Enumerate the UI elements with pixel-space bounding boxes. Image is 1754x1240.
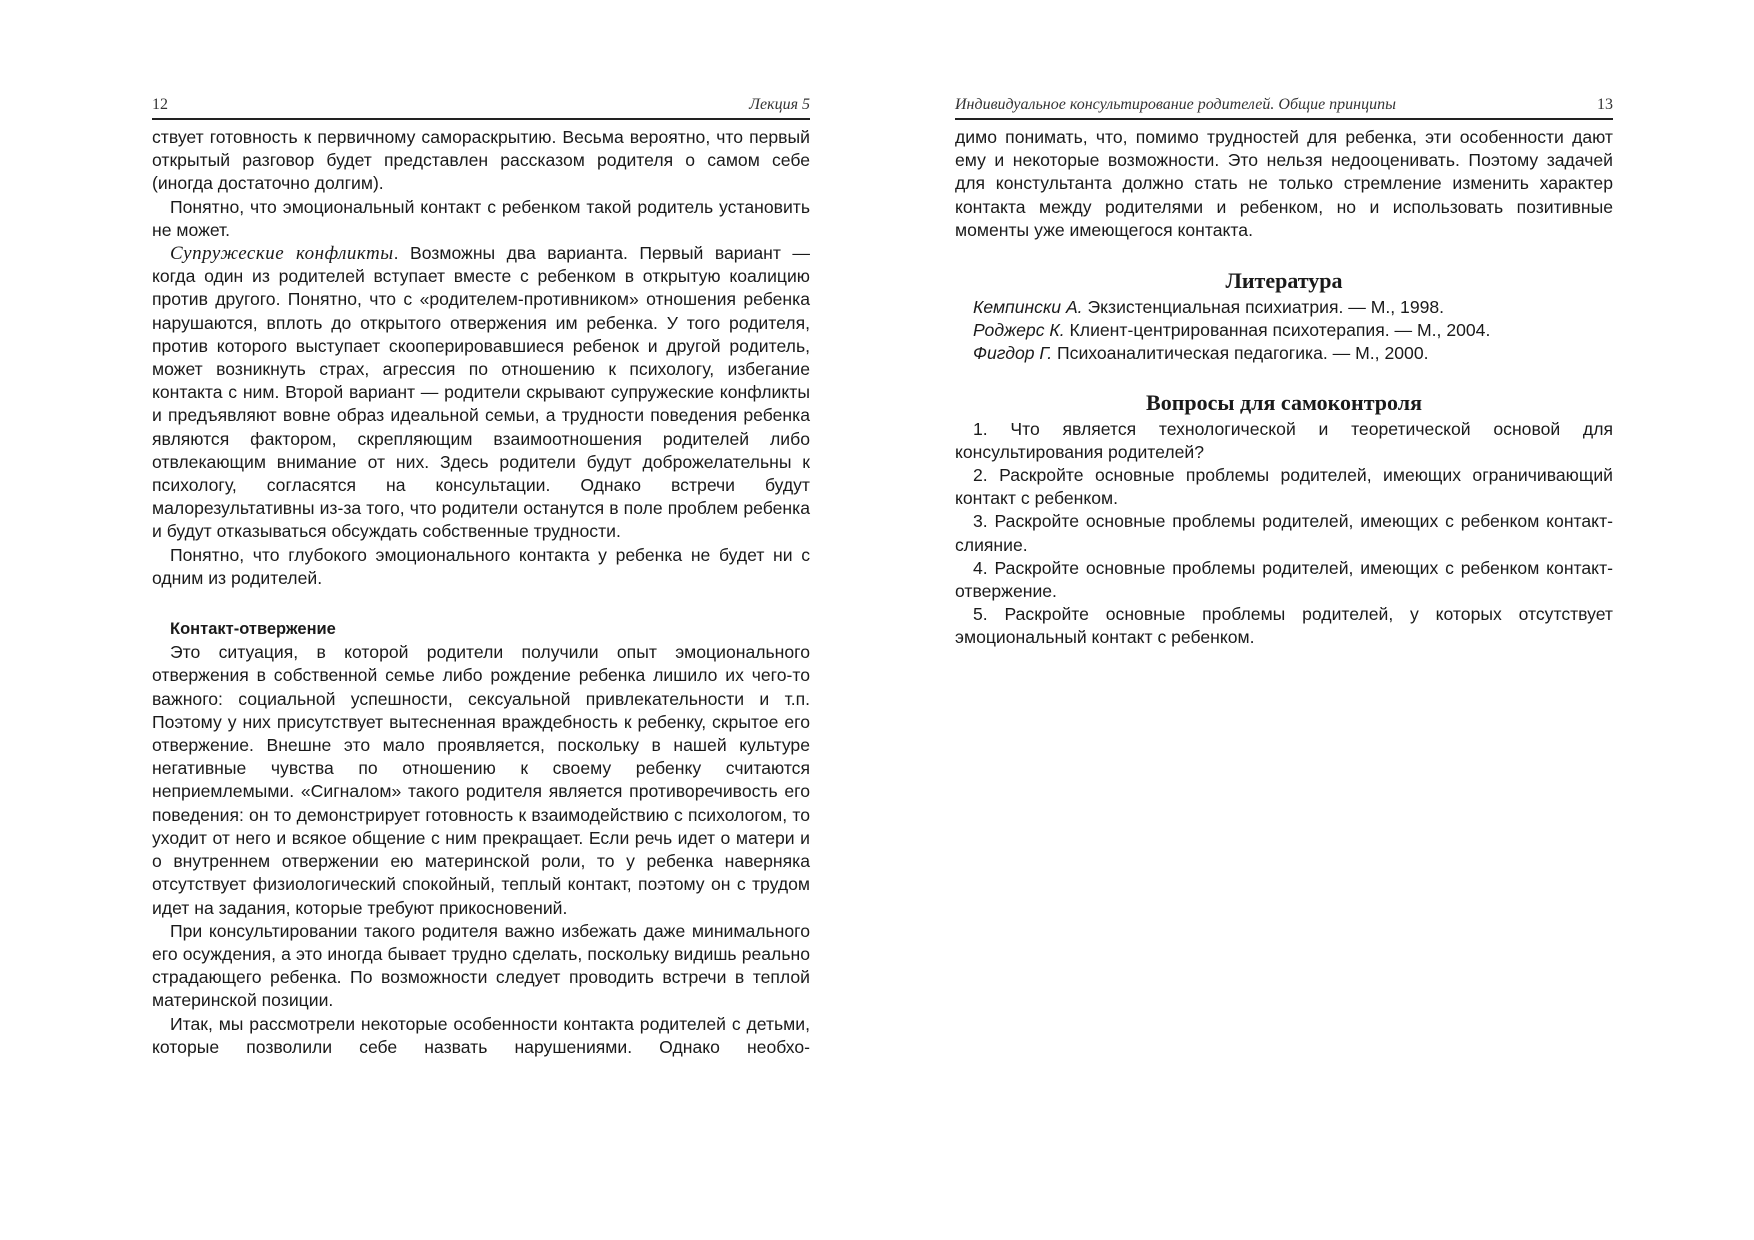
questions-list — [955, 418, 1613, 650]
paragraph — [152, 242, 810, 544]
literature-title: Психоаналитическая педагогика. — М., 2000. — [1052, 343, 1429, 364]
paragraph: ствует готовность к первичному самораскрытию. Весьма вероятно, что первый открытый разговор будет представлен рассказом родителя о самом себе (иногда достаточно долгим). — [152, 127, 810, 194]
literature-item — [955, 319, 1613, 342]
header-rule — [152, 118, 810, 120]
left-page-body — [152, 126, 810, 1059]
question-item: 3. Раскройте основные проблемы родителей, имеющих с ребенком контакт-слияние. — [955, 511, 1613, 555]
right-page-body — [955, 126, 1613, 650]
literature-item — [955, 296, 1613, 319]
paragraph: Понятно, что эмоциональный контакт с ребенком такой родитель установить не может. — [152, 196, 810, 240]
right-page — [955, 0, 1613, 1240]
paragraph: Понятно, что глубокого эмоционального контакта у ребенка не будет ни с одним из родителей. — [152, 544, 810, 588]
literature-author: Фигдор Г. — [973, 343, 1053, 364]
paragraph: Это ситуация, в которой родители получили опыт эмоционального отвержения в собственной семье либо рождение ребенка лишило их чего-то важного: социальной успешности, сексуальной привлекательности и т.п. Поэтому у них присутствует вытесненная враждебность к ребенку, скрытое его отвержение. Внешне это мало проявляется, поскольку в нашей культуре негативные чувства по отношению к своему ребенку считаются неприемлемыми. «Сигналом» такого родителя является противоречивость его поведения: он то демонстрирует готовность к взаимодействию с психологом, то уходит от него и всякое общение с ним прекращает. Если речь идет о матери и о внутреннем отвержении ею материнской роли, то у ребенка наверняка отсутствует физиологический спокойный, теплый контакт, поэтому он с трудом идет на задания, которые требуют прикосновений. — [152, 642, 810, 918]
question-item: 2. Раскройте основные проблемы родителей, имеющих ограничивающий контакт с ребенком. — [955, 465, 1613, 509]
literature-title: Клиент-центрированная психотерапия. — М., 2004. — [1064, 320, 1491, 341]
left-page — [152, 0, 810, 1240]
literature-title: Экзистенциальная психиатрия. — М., 1998. — [1082, 297, 1445, 318]
paragraph: Итак, мы рассмотрели некоторые особенности контакта родителей с детьми, которые позволили себе назвать нарушениями. Однако необхо- — [152, 1013, 810, 1057]
question-item: 1. Что является технологической и теоретической основой для консультирования родителей? — [955, 418, 1613, 462]
subheading: Контакт-отвержение — [170, 620, 336, 639]
literature-list — [955, 296, 1613, 366]
page-number: 13 — [1597, 96, 1613, 113]
running-title: Индивидуальное консультирование родителей. Общие принципы — [955, 96, 1396, 113]
literature-heading: Литература — [1225, 268, 1343, 294]
questions-heading: Вопросы для самоконтроля — [1146, 389, 1422, 415]
run-in-heading: Супружеские конфликты — [170, 243, 394, 265]
running-title: Лекция 5 — [749, 96, 810, 113]
right-page-header — [955, 96, 1613, 118]
header-rule — [955, 118, 1613, 120]
literature-item — [955, 342, 1613, 365]
paragraph: При консультировании такого родителя важно избежать даже минимального его осуждения, а это иногда бывает трудно сделать, поскольку видишь реально страдающего ребенка. По возможности следует проводить встречи в теплой материнской позиции. — [152, 920, 810, 1011]
page-number: 12 — [152, 96, 168, 113]
literature-author: Роджерс К. — [973, 320, 1065, 341]
paragraph-text: . Возможны два варианта. Первый вариант — когда один из родителей вступает вместе с ребенком в открытую коалицию против другого. Понятно, что с «родителем-противником» отношения ребенка нарушаются, вплоть до открытого отвержения им ребенка. У того родителя, против которого выступает скооперировавшиеся ребенок и другой родитель, может возникнуть страх, агрессия по отношению к психологу, избегание контакта с ним. Второй вариант — родители скрывают супружеские конфликты и предъявляют вовне образ идеальной семьи, а трудности поведения ребенка являются фактором, скрепляющим взаимоотношения родителей либо отвлекающим внимание от них. Здесь родители будут доброжелательны к психологу, согласятся на консультации. Однако встречи будут малорезультативны из-за того, что родители останутся в поле проблем ребенка и будут отказываться обсуждать собственные трудности. — [152, 243, 811, 542]
question-item: 5. Раскройте основные проблемы родителей, у которых отсутствует эмоциональный контакт с ребенком. — [955, 604, 1613, 648]
paragraph: димо понимать, что, помимо трудностей для ребенка, эти особенности дают ему и некоторые возможности. Это нельзя недооценивать. Поэтому задачей для констультанта должно стать не только стремление изменить характер контакта между родителями и ребенком, но и использовать позитивные моменты уже имеющегося контакта. — [955, 127, 1613, 240]
question-item: 4. Раскройте основные проблемы родителей, имеющих с ребенком контакт-отвержение. — [955, 557, 1613, 602]
literature-author: Кемпински А. — [973, 297, 1083, 318]
left-page-header — [152, 96, 810, 118]
